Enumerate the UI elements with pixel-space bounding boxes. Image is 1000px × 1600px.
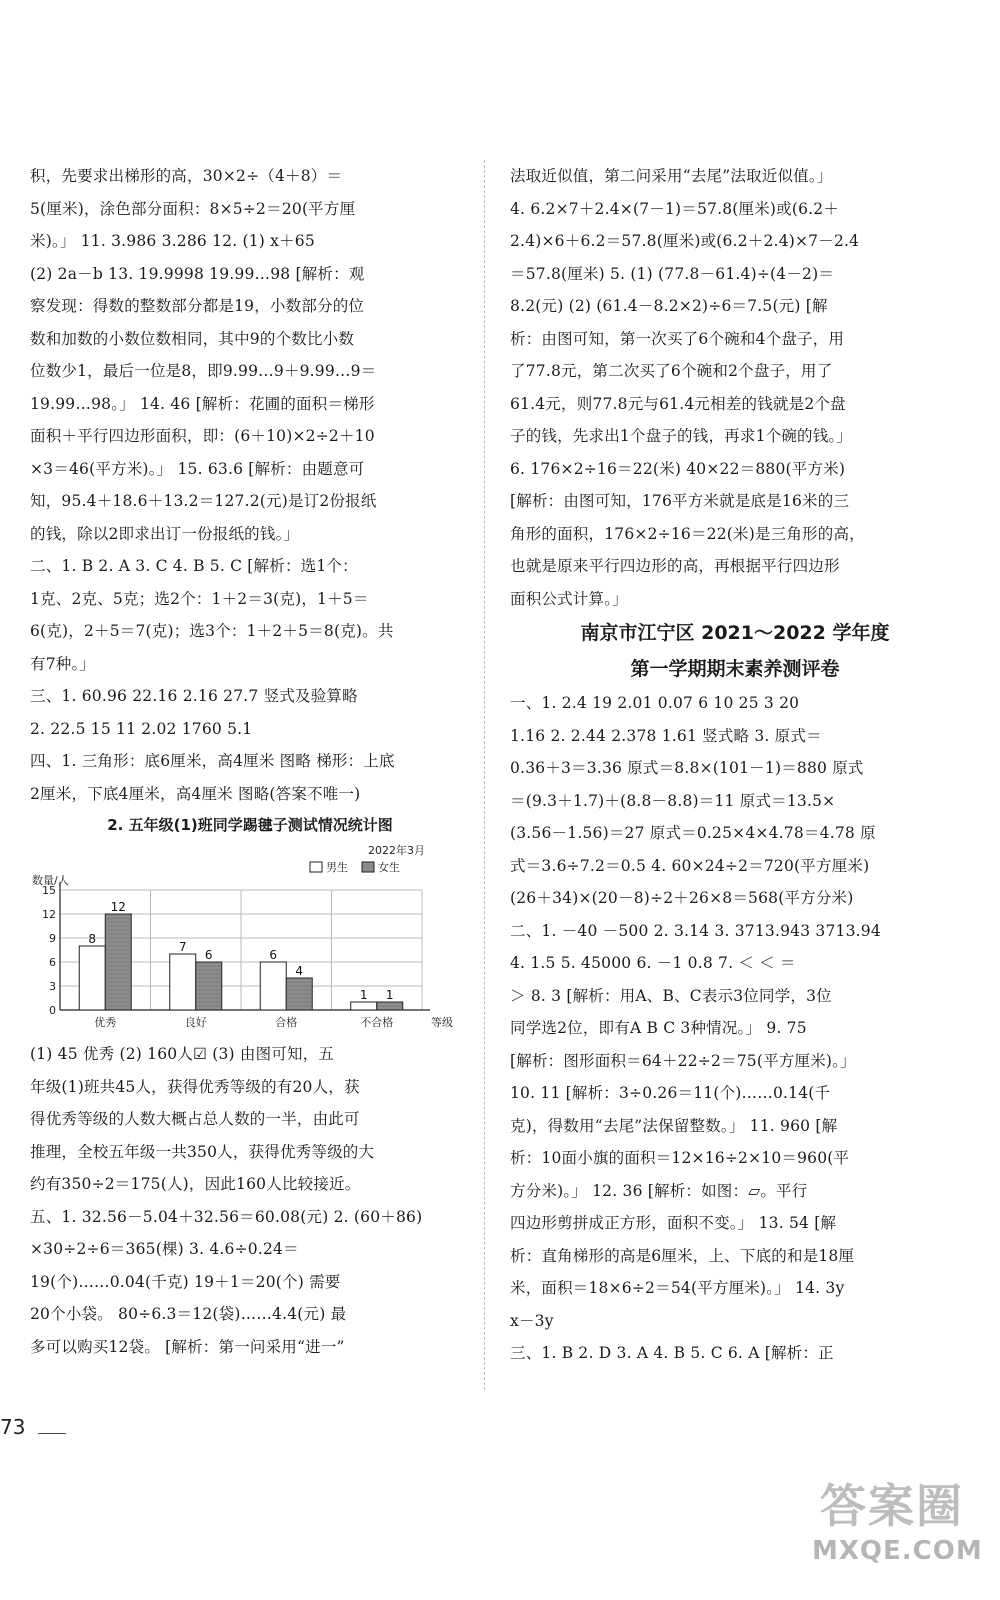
text-line: 米)。」 11. 3.986 3.286 12. (1) x＋65 [30,232,315,250]
text-line: (1) 45 优秀 (2) 160人☑ (3) 由图可知，五 [30,1045,335,1063]
chart-bar [260,962,286,1010]
text-line: 4. 1.5 5. 45000 6. －1 0.8 7. ＜ ＜ ＝ [510,954,796,972]
text-line: 析：由图可知，第一次买了6个碗和4个盘子，用 [510,329,845,348]
text-line: 二、1. －40 －500 2. 3.14 3. 3713.943 3713.94 [510,921,881,940]
text-line: 得优秀等级的人数大概占总人数的一半，由此可 [30,1110,360,1128]
text-line: 式＝3.6÷7.2＝0.5 4. 60×24÷2＝720(平方厘米) [510,856,870,875]
text-line: 2. 22.5 15 11 2.02 1760 5.1 [30,719,253,738]
text-line: ×30÷2÷6＝365(棵) 3. 4.6÷0.24＝ [30,1240,299,1258]
text-line: 19(个)……0.04(千克) 19＋1＝20(个) 需要 [30,1272,341,1291]
text-line: 1.16 2. 2.44 2.378 1.61 竖式略 3. 原式＝ [510,726,822,745]
chart-date-label: 2022年3月 [368,844,425,857]
legend-swatch-girls [362,862,374,872]
chart-x-axis-label: 等级 [431,1016,453,1029]
text-line: 数和加数的小数位数相同，其中9的个数比小数 [30,329,355,348]
text-line: [解析：图形面积＝64＋22÷2＝75(平方厘米)。」 [510,1051,856,1070]
text-line: ×3＝46(平方米)。」 15. 63.6 [解析：由题意可 [30,459,365,478]
text-line: ＝57.8(厘米) 5. (1) (77.8－61.4)÷(4－2)＝ [510,264,835,283]
chart-y-tick-label: 12 [42,908,56,921]
watermark [800,1470,983,1580]
text-line: 位数少1，最后一位是8，即9.99…9＋9.99…9＝ [30,362,377,380]
page-number: 73 [0,1415,26,1439]
left-lines-bottom [30,1038,470,1363]
chart-svg [30,842,460,1032]
chart-data-label: 6 [204,948,213,962]
text-line: 积，先要求出梯形的高，30×2÷（4＋8）＝ [30,167,343,185]
chart-y-axis-label: 数量/人 [32,874,69,887]
text-line: 年级(1)班共45人，获得优秀等级的有20人，获 [30,1077,360,1096]
text-line: 4. 6.2×7＋2.4×(7－1)＝57.8(厘米)或(6.2＋ [510,199,840,218]
text-line: 析：10面小旗的面积＝12×16÷2×10＝960(平 [510,1149,850,1167]
text-line: (3.56－1.56)＝27 原式＝0.25×4×4.78＝4.78 原 [510,824,876,842]
text-line: 同学选2位，即有A B C 3种情况。」 9. 75 [510,1019,807,1037]
chart-data-label: 4 [295,964,304,978]
text-line: 四、1. 三角形：底6厘米，高4厘米 图略 梯形：上底 [30,752,395,770]
text-line: 克)，得数用“去尾”法保留整数。」 11. 960 [解 [510,1116,838,1135]
text-line: 10. 11 [解析：3÷0.26＝11(个)……0.14(千 [510,1084,831,1102]
column-divider [484,160,485,1390]
text-line: 知，95.4＋18.6＋13.2＝127.2(元)是订2份报纸 [30,492,377,510]
text-line: (2) 2a－b 13. 19.9998 19.99…98 [解析：观 [30,264,365,283]
chart-y-tick-label: 6 [49,956,56,969]
chart-y-tick-label: 9 [49,932,56,945]
chart-bar [79,946,105,1010]
text-line: [解析：由图可知，176平方米就是底是16米的三 [510,492,850,510]
text-line: 三、1. B 2. D 3. A 4. B 5. C 6. A [解析：正 [510,1344,834,1362]
chart-y-tick-label: 0 [49,1004,56,1017]
text-line: 约有350÷2＝175(人)，因此160人比较接近。 [30,1175,361,1193]
chart-x-tick-label: 不合格 [360,1016,394,1029]
chart-bar [351,1002,377,1010]
chart-data-label: 7 [178,940,187,954]
text-line: 了77.8元，第二次买了6个碗和2个盘子，用了 [510,362,833,380]
text-line: 2厘米，下底4厘米，高4厘米 图略(答案不唯一) [30,784,361,803]
text-line: x－3y [510,1311,554,1330]
text-line: 三、1. 60.96 22.16 2.16 27.7 竖式及验算略 [30,687,358,705]
text-line: 2.4)×6＋6.2＝57.8(厘米)或(6.2＋2.4)×7－2.4 [510,232,860,250]
text-line: ＝(9.3＋1.7)＋(8.8－8.8)＝11 原式＝13.5× [510,791,836,810]
text-line: 8.2(元) (2) (61.4－8.2×2)÷6＝7.5(元) [解 [510,297,828,315]
text-line: 6(克)，2＋5＝7(克)；选3个：1＋2＋5＝8(克)。共 [30,622,394,640]
text-line: 20个小袋。 80÷6.3＝12(袋)……4.4(元) 最 [30,1305,347,1323]
text-line: 方分米)。」 12. 36 [解析：如图：▱。平行 [510,1181,808,1200]
chart-bar [170,954,196,1010]
right-lines-top [510,160,960,615]
text-line: (26＋34)×(20－8)÷2＋26×8＝568(平方分米) [510,889,854,907]
right-lines-bottom [510,687,960,1370]
text-line: 四边形剪拼成正方形，面积不变。」 13. 54 [解 [510,1214,837,1232]
chart-x-tick-label: 合格 [275,1016,298,1029]
text-line: 子的钱，先求出1个盘子的钱，再求1个碗的钱。」 [510,427,853,445]
text-line: 6. 176×2÷16＝22(米) 40×22＝880(平方米) [510,459,846,478]
text-line: 析：直角梯形的高是6厘米，上、下底的和是18厘 [510,1246,855,1265]
section-title: 南京市江宁区 2021～2022 学年度 [580,622,890,644]
chart-data-label: 8 [88,932,97,946]
chart-data-label: 1 [359,988,368,1002]
section-subtitle: 第一学期期末素养测评卷 [630,658,840,680]
chart-data-label: 12 [110,900,126,914]
page-number-rule [38,1433,66,1434]
chart-data-label: 6 [269,948,278,962]
text-line: 面积公式计算。」 [510,589,628,608]
text-line: 61.4元，则77.8元与61.4元相差的钱就是2个盘 [510,394,846,413]
left-lines-top [30,160,470,810]
text-line: 面积＋平行四边形面积，即：(6＋10)×2÷2＋10 [30,427,375,445]
text-line: 19.99…98。」 14. 46 [解析：花圃的面积＝梯形 [30,394,375,413]
text-line: 0.36＋3＝3.36 原式＝8.8×(101－1)＝880 原式 [510,759,864,777]
chart-y-tick-label: 15 [42,884,56,897]
text-line: 法取近似值，第二问采用“去尾”法取近似值。」 [510,167,833,185]
watermark-site: MXQE.COM [812,1536,983,1566]
text-line: 的钱，除以2即求出订一份报纸的钱。」 [30,524,300,543]
text-line: 五、1. 32.56－5.04＋32.56＝60.08(元) 2. (60＋86) [30,1207,423,1226]
text-line: 多可以购买12袋。 [解析：第一问采用“进一” [30,1337,345,1356]
text-line: 二、1. B 2. A 3. C 4. B 5. C [解析：选1个： [30,557,358,575]
left-column [30,160,470,1363]
text-line: 1克、2克、5克；选2个：1＋2＝3(克)，1＋5＝ [30,589,369,608]
text-line: ＞ 8. 3 [解析：用A、B、C表示3位同学，3位 [510,986,832,1005]
right-column [510,160,960,1370]
text-line: 有7种。」 [30,654,96,673]
legend-swatch-boys [310,862,322,872]
text-line: 角形的面积，176×2÷16＝22(米)是三角形的高， [510,524,865,543]
chart-x-tick-label: 优秀 [94,1016,117,1029]
bar-chart [30,842,460,1032]
legend-label-boys: 男生 [326,861,348,874]
chart-y-tick-label: 3 [49,980,56,993]
legend-label-girls: 女生 [378,861,400,874]
text-line: 5(厘米)，涂色部分面积：8×5÷2＝20(平方厘 [30,199,356,218]
text-line: 推理，全校五年级一共350人，获得优秀等级的大 [30,1142,375,1161]
text-line: 一、1. 2.4 19 2.01 0.07 6 10 25 3 20 [510,694,800,712]
text-line: 也就是原来平行四边形的高，再根据平行四边形 [510,557,840,575]
text-line: 米，面积＝18×6÷2＝54(平方厘米)。」 14. 3y [510,1279,845,1297]
chart-x-tick-label: 良好 [184,1016,207,1029]
watermark-logo: 答案圈 [820,1479,964,1533]
chart-heading: 2. 五年级(1)班同学踢毽子测试情况统计图 [107,816,393,834]
chart-data-label: 1 [385,988,394,1002]
text-line: 察发现：得数的整数部分都是19，小数部分的位 [30,297,365,315]
